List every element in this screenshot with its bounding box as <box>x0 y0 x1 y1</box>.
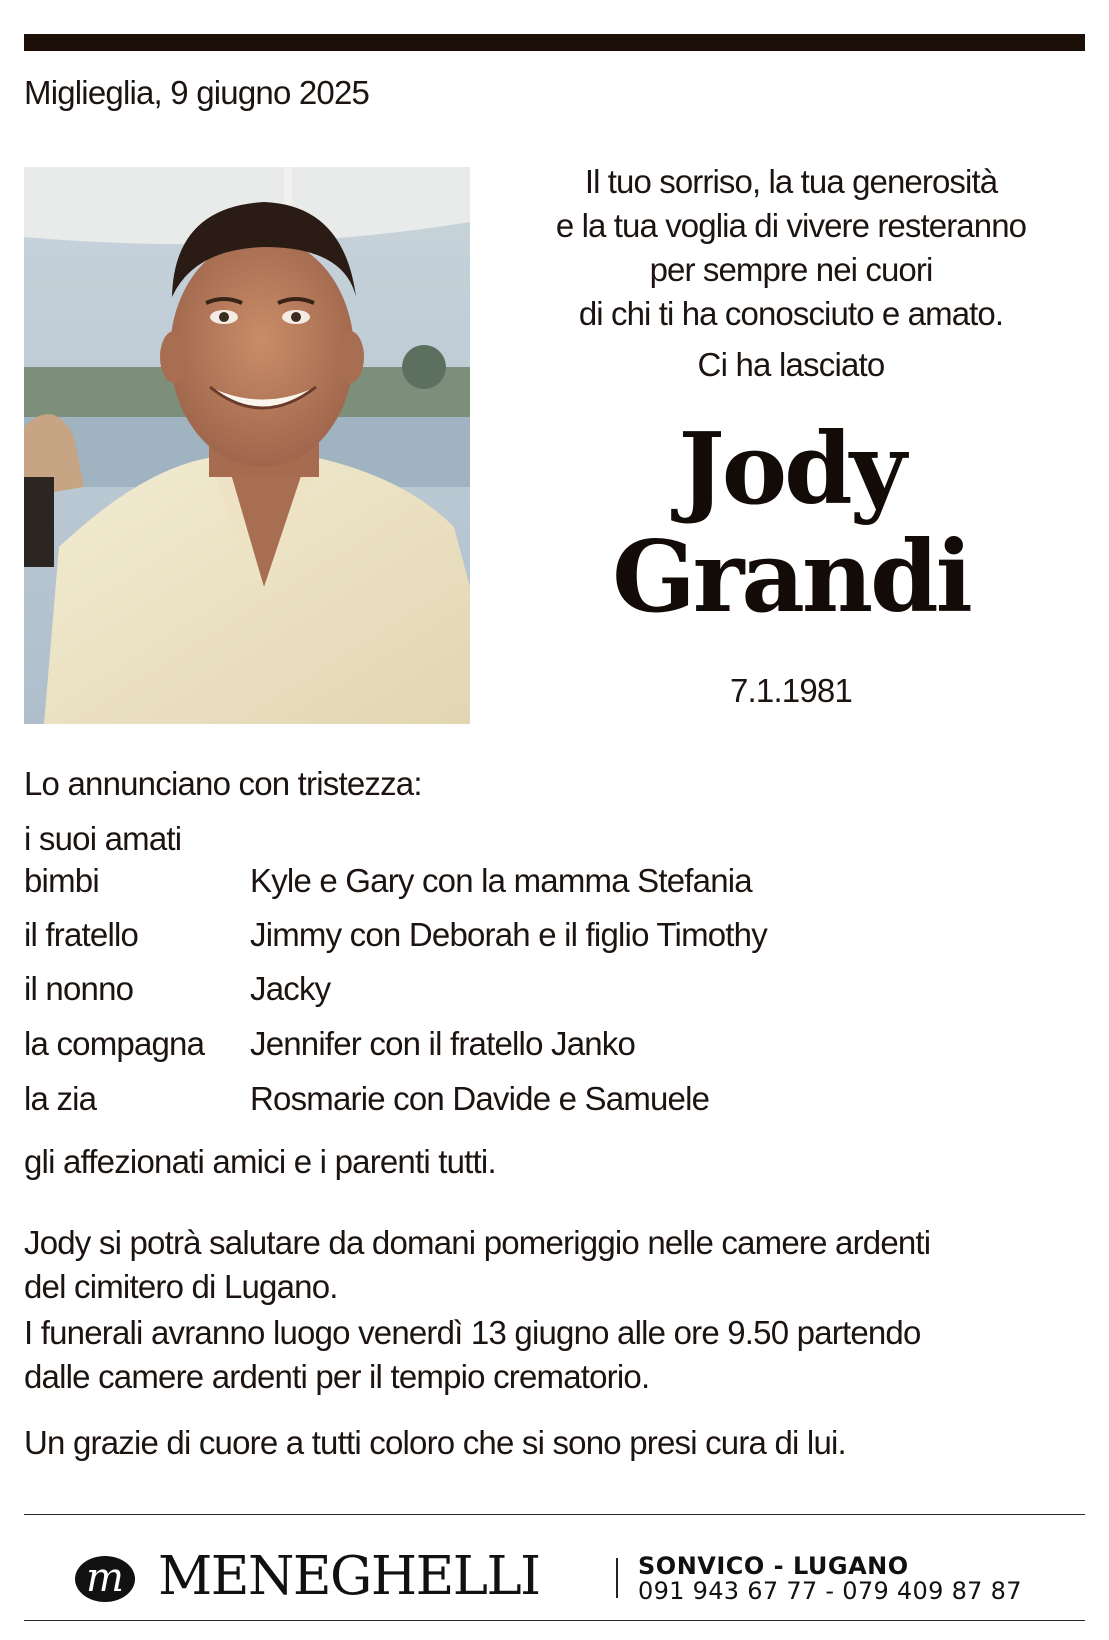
footer-top-rule <box>24 1514 1085 1515</box>
m-monogram-icon <box>74 1555 136 1603</box>
memorial-panel <box>500 160 1082 710</box>
verse-line: e la tua voglia di vivere resteranno <box>555 207 1027 244</box>
portrait-photo <box>24 167 470 724</box>
relation-label: bimbi <box>24 862 99 899</box>
relation-label: il nonno <box>24 970 134 1007</box>
memorial-verse <box>500 160 1082 336</box>
footer-divider <box>616 1558 618 1598</box>
relation-names: Jimmy con Deborah e il figlio Timothy <box>250 916 767 953</box>
relation-label: la compagna <box>24 1025 205 1062</box>
birth-date: 7.1.1981 <box>729 672 853 709</box>
relation-names: Jennifer con il fratello Janko <box>250 1025 636 1062</box>
brand-location: SONVICO - LUGANO <box>638 1552 909 1580</box>
portrait-photo-icon <box>24 167 470 724</box>
notice-line: del cimitero di Lugano. <box>24 1268 338 1305</box>
visitation-notice <box>24 1221 930 1309</box>
brand-name: MENEGHELLI <box>158 1546 540 1607</box>
brand-phones: 091 943 67 77 - 079 409 87 87 <box>638 1577 1022 1605</box>
verse-line: per sempre nei cuori <box>649 251 933 288</box>
family-intro: i suoi amati <box>24 820 182 857</box>
last-name: Grandi <box>612 520 970 635</box>
relation-names: Rosmarie con Davide e Samuele <box>250 1080 710 1117</box>
footer-bottom-rule <box>24 1620 1085 1621</box>
verse-line: Il tuo sorriso, la tua generosità <box>584 163 998 200</box>
announce-heading: Lo annunciano con tristezza: <box>24 765 422 802</box>
top-rule <box>24 34 1085 51</box>
relation-label: la zia <box>24 1080 97 1117</box>
first-name: Jody <box>678 412 904 527</box>
dateline: Miglieglia, 9 giugno 2025 <box>24 74 370 111</box>
deceased-name <box>500 412 1082 635</box>
svg-text:m: m <box>86 1555 124 1601</box>
notice-line: Jody si potrà salutare da domani pomeriggio nelle camere ardenti <box>24 1224 931 1261</box>
notice-line: dalle camere ardenti per il tempio crematorio. <box>24 1358 650 1395</box>
relation-label: il fratello <box>24 916 139 953</box>
verse-line: di chi ti ha conosciuto e amato. <box>578 295 1004 332</box>
notice-line: I funerali avranno luogo venerdì 13 giugno alle ore 9.50 partendo <box>24 1314 921 1351</box>
funeral-notice <box>24 1311 921 1399</box>
thanks-notice: Un grazie di cuore a tutti coloro che si sono presi cura di lui. <box>24 1424 846 1461</box>
relation-names: Kyle e Gary con la mamma Stefania <box>250 862 752 899</box>
family-closing: gli affezionati amici e i parenti tutti. <box>24 1143 496 1180</box>
passing-intro: Ci ha lasciato <box>697 346 885 383</box>
relation-names: Jacky <box>250 970 331 1007</box>
